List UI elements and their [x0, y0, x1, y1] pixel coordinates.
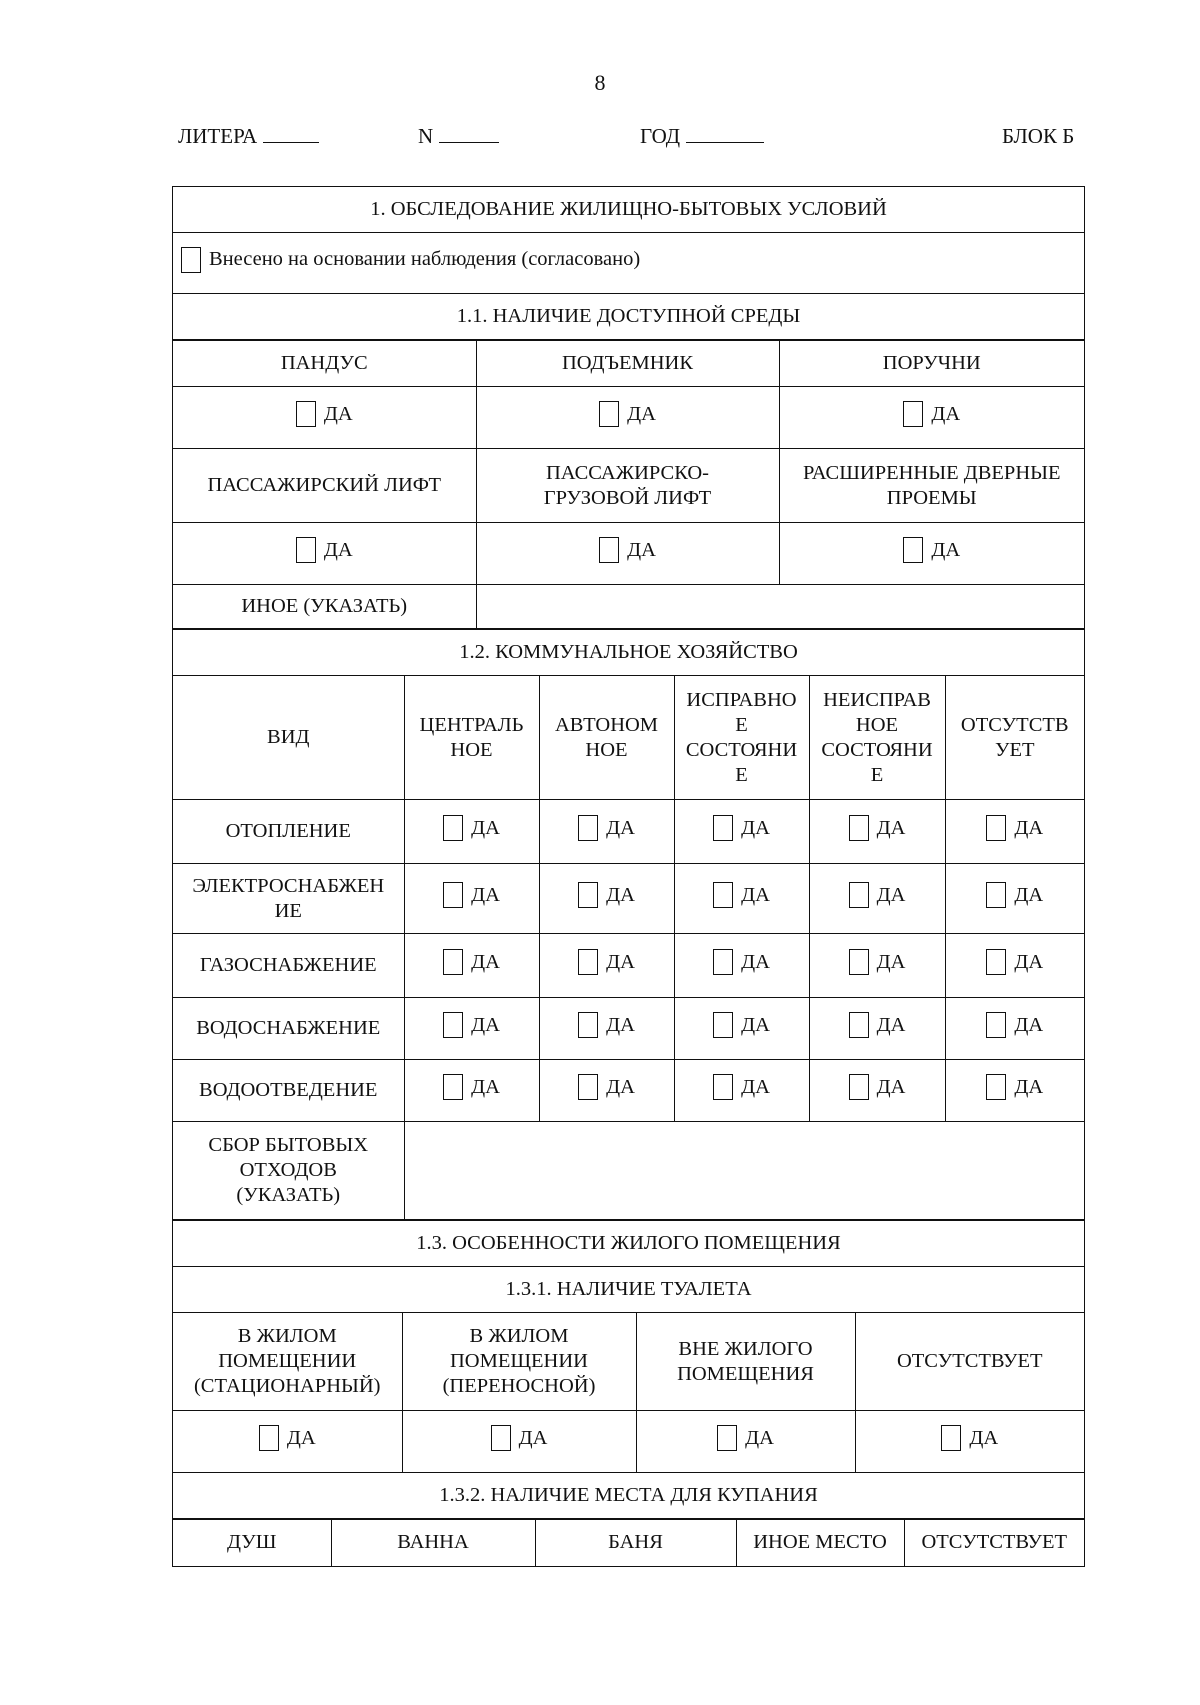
water-working-checkbox[interactable] — [713, 1012, 733, 1038]
broken-header: НЕИСПРАВ НОЕ СОСТОЯНИ Е — [809, 676, 945, 800]
gas-autonomous-checkbox[interactable] — [578, 949, 598, 975]
yes-label: ДА — [606, 1013, 635, 1036]
yes-label: ДА — [606, 816, 635, 839]
heating-label: ОТОПЛЕНИЕ — [173, 800, 404, 864]
yes-label: ДА — [931, 538, 961, 561]
litera-label: ЛИТЕРА — [178, 124, 258, 148]
yes-label: ДА — [876, 816, 906, 839]
heating-central-checkbox[interactable] — [443, 815, 463, 841]
water-broken-checkbox[interactable] — [849, 1012, 869, 1038]
water-autonomous-checkbox[interactable] — [578, 1012, 598, 1038]
number-blank[interactable] — [439, 124, 499, 143]
observation-note: Внесено на основании наблюдения (согласовано) — [209, 248, 641, 270]
yes-label: ДА — [745, 1426, 774, 1449]
toilet-stationary-label: В ЖИЛОМ ПОМЕЩЕНИИ (СТАЦИОНАРНЫЙ) — [173, 1313, 402, 1411]
yes-label: ДА — [741, 1013, 770, 1036]
drainage-autonomous-checkbox[interactable] — [578, 1074, 598, 1100]
drainage-central-checkbox[interactable] — [443, 1074, 463, 1100]
gas-working-checkbox[interactable] — [713, 949, 733, 975]
yes-label: ДА — [606, 1075, 635, 1098]
handrails-checkbox[interactable] — [903, 401, 923, 427]
table-row — [173, 864, 1084, 934]
yes-label: ДА — [1014, 883, 1044, 906]
yes-label: ДА — [1014, 816, 1044, 839]
heating-autonomous-checkbox[interactable] — [578, 815, 598, 841]
working-header: ИСПРАВНО Е СОСТОЯНИ Е — [674, 676, 809, 800]
drainage-label: ВОДООТВЕДЕНИЕ — [173, 1060, 404, 1122]
yes-label: ДА — [1014, 950, 1044, 973]
central-header: ЦЕНТРАЛЬ НОЕ — [404, 676, 539, 800]
section-1-3-title: 1.3. ОСОБЕННОСТИ ЖИЛОГО ПОМЕЩЕНИЯ — [173, 1221, 1084, 1267]
yes-label: ДА — [876, 1075, 906, 1098]
table-row — [173, 934, 1084, 998]
yes-label: ДА — [741, 950, 770, 973]
yes-label: ДА — [741, 816, 770, 839]
absent-header: ОТСУТСТВ УЕТ — [945, 676, 1084, 800]
shower-label: ДУШ — [173, 1520, 331, 1566]
heating-working-checkbox[interactable] — [713, 815, 733, 841]
yes-label: ДА — [876, 1013, 906, 1036]
observation-note-cell — [173, 233, 1084, 294]
gas-broken-checkbox[interactable] — [849, 949, 869, 975]
autonomous-header: АВТОНОМ НОЕ — [539, 676, 674, 800]
passenger-elevator-checkbox[interactable] — [296, 537, 316, 563]
section-1-1-title: 1.1. НАЛИЧИЕ ДОСТУПНОЙ СРЕДЫ — [173, 294, 1084, 340]
survey-form — [172, 186, 1085, 1567]
wide-doors-label: РАСШИРЕННЫЕ ДВЕРНЫЕ ПРОЕМЫ — [779, 449, 1084, 523]
block-label: БЛОК Б — [1002, 124, 1075, 148]
yes-label: ДА — [876, 950, 906, 973]
type-header: ВИД — [173, 676, 404, 800]
litera-field — [178, 124, 319, 149]
section-1-2-title: 1.2. КОММУНАЛЬНОЕ ХОЗЯЙСТВО — [173, 630, 1084, 676]
yes-label: ДА — [969, 1426, 999, 1449]
yes-label: ДА — [741, 883, 770, 906]
freight-elevator-checkbox[interactable] — [599, 537, 619, 563]
power-broken-checkbox[interactable] — [849, 882, 869, 908]
power-label: ЭЛЕКТРОСНАБЖЕН ИЕ — [173, 864, 404, 934]
ramp-label: ПАНДУС — [173, 341, 476, 387]
yes-label: ДА — [931, 402, 961, 425]
table-row — [173, 1060, 1084, 1122]
section-1-title: 1. ОБСЛЕДОВАНИЕ ЖИЛИЩНО-БЫТОВЫХ УСЛОВИЙ — [173, 187, 1084, 233]
wide-doors-checkbox[interactable] — [903, 537, 923, 563]
bathtub-label: ВАННА — [331, 1520, 535, 1566]
power-central-checkbox[interactable] — [443, 882, 463, 908]
lift-label: ПОДЪЕМНИК — [476, 341, 779, 387]
waste-label: СБОР БЫТОВЫХ ОТХОДОВ (УКАЗАТЬ) — [173, 1122, 404, 1220]
number-field — [418, 124, 499, 149]
drainage-working-checkbox[interactable] — [713, 1074, 733, 1100]
gas-label: ГАЗОСНАБЖЕНИЕ — [173, 934, 404, 998]
yes-label: ДА — [323, 538, 353, 561]
page-number: 8 — [594, 70, 606, 95]
utilities-table — [173, 629, 1084, 1220]
toilet-portable-label: В ЖИЛОМ ПОМЕЩЕНИИ (ПЕРЕНОСНОЙ) — [402, 1313, 636, 1411]
yes-label: ДА — [471, 1013, 500, 1036]
yes-label: ДА — [323, 402, 353, 425]
yes-label: ДА — [606, 950, 635, 973]
ramp-checkbox[interactable] — [296, 401, 316, 427]
number-label: N — [418, 124, 434, 148]
litera-blank[interactable] — [263, 124, 319, 143]
yes-label: ДА — [876, 883, 906, 906]
section-1-table — [173, 187, 1084, 340]
toilet-outside-checkbox[interactable] — [717, 1425, 737, 1451]
heating-absent-checkbox[interactable] — [986, 815, 1006, 841]
toilet-absent-label: ОТСУТСТВУЕТ — [855, 1313, 1084, 1411]
power-working-checkbox[interactable] — [713, 882, 733, 908]
bathing-table — [173, 1519, 1084, 1566]
toilet-stationary-checkbox[interactable] — [259, 1425, 279, 1451]
yes-label: ДА — [471, 883, 500, 906]
year-blank[interactable] — [686, 124, 764, 143]
yes-label: ДА — [627, 402, 656, 425]
lift-checkbox[interactable] — [599, 401, 619, 427]
gas-absent-checkbox[interactable] — [986, 949, 1006, 975]
toilet-portable-checkbox[interactable] — [491, 1425, 511, 1451]
yes-label: ДА — [286, 1426, 316, 1449]
waste-input[interactable] — [404, 1122, 1084, 1220]
gas-central-checkbox[interactable] — [443, 949, 463, 975]
yes-label: ДА — [606, 883, 635, 906]
passenger-elevator-label: ПАССАЖИРСКИЙ ЛИФТ — [173, 449, 476, 523]
water-absent-checkbox[interactable] — [986, 1012, 1006, 1038]
observation-checkbox[interactable] — [181, 247, 201, 273]
other-place-label: ИНОЕ МЕСТО — [736, 1520, 904, 1566]
yes-label: ДА — [518, 1426, 548, 1449]
power-absent-checkbox[interactable] — [986, 882, 1006, 908]
table-row — [173, 800, 1084, 864]
accessibility-table — [173, 340, 1084, 629]
drainage-absent-checkbox[interactable] — [986, 1074, 1006, 1100]
yes-label: ДА — [1014, 1075, 1044, 1098]
section-1-3-1-title: 1.3.1. НАЛИЧИЕ ТУАЛЕТА — [173, 1267, 1084, 1313]
table-row — [173, 998, 1084, 1060]
toilet-absent-checkbox[interactable] — [941, 1425, 961, 1451]
dwelling-table — [173, 1220, 1084, 1519]
yes-label: ДА — [1014, 1013, 1044, 1036]
year-label: ГОД — [640, 124, 681, 148]
year-field — [640, 124, 764, 149]
power-autonomous-checkbox[interactable] — [578, 882, 598, 908]
other-label: ИНОЕ (УКАЗАТЬ) — [173, 585, 476, 629]
other-input[interactable] — [476, 585, 1084, 629]
toilet-outside-label: ВНЕ ЖИЛОГО ПОМЕЩЕНИЯ — [636, 1313, 855, 1411]
section-1-3-2-title: 1.3.2. НАЛИЧИЕ МЕСТА ДЛЯ КУПАНИЯ — [173, 1473, 1084, 1519]
heating-broken-checkbox[interactable] — [849, 815, 869, 841]
table-row — [173, 1122, 1084, 1220]
handrails-label: ПОРУЧНИ — [779, 341, 1084, 387]
yes-label: ДА — [741, 1075, 770, 1098]
water-label: ВОДОСНАБЖЕНИЕ — [173, 998, 404, 1060]
banya-label: БАНЯ — [535, 1520, 736, 1566]
bath-absent-label: ОТСУТСТВУЕТ — [904, 1520, 1084, 1566]
yes-label: ДА — [471, 1075, 500, 1098]
yes-label: ДА — [627, 538, 656, 561]
yes-label: ДА — [471, 950, 500, 973]
water-central-checkbox[interactable] — [443, 1012, 463, 1038]
yes-label: ДА — [471, 816, 500, 839]
freight-elevator-label: ПАССАЖИРСКО- ГРУЗОВОЙ ЛИФТ — [476, 449, 779, 523]
drainage-broken-checkbox[interactable] — [849, 1074, 869, 1100]
